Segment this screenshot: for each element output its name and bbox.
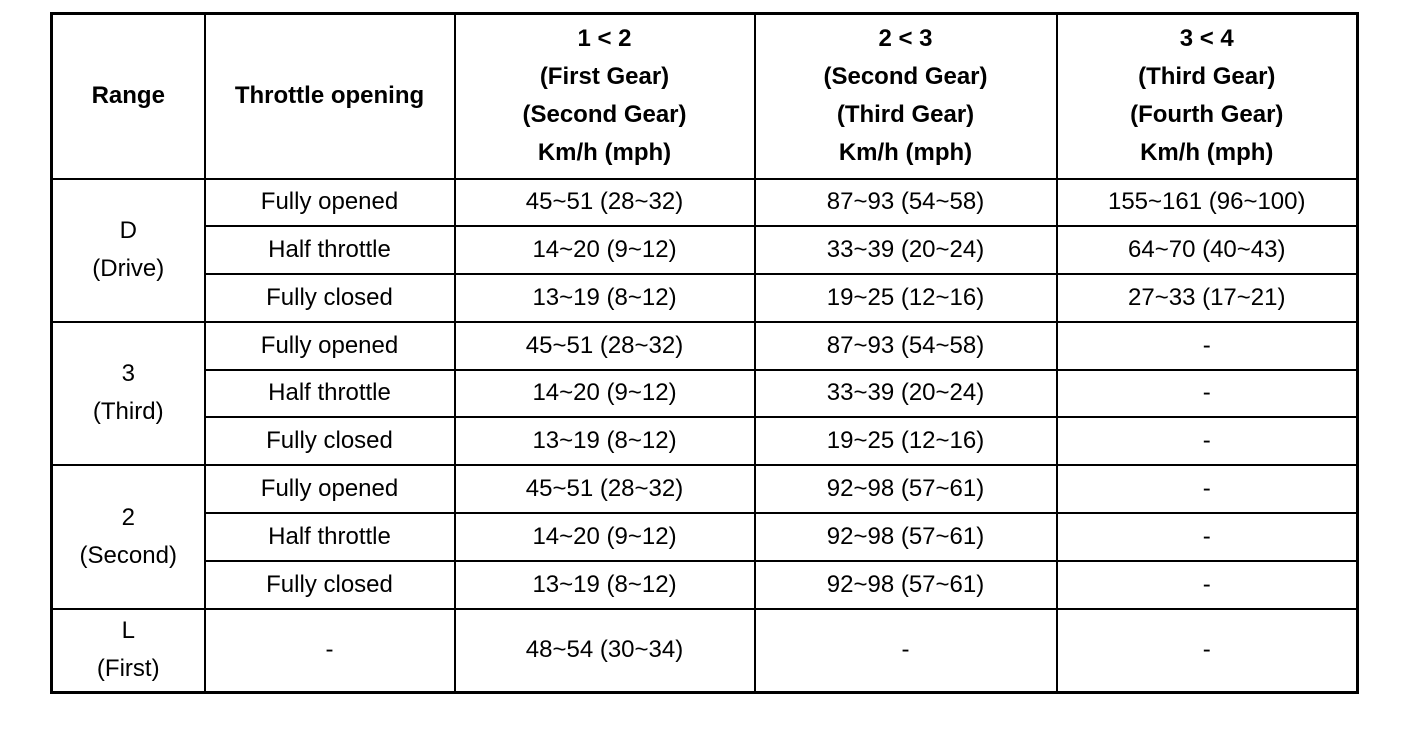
shift-3-4-cell: 64~70 (40~43): [1057, 226, 1358, 274]
range-sublabel: (Second): [79, 541, 177, 569]
throttle-cell: Fully closed: [205, 274, 455, 322]
header-line: (Second Gear): [522, 101, 687, 129]
throttle-cell: Fully opened: [205, 465, 455, 513]
shift-2-3-cell: 19~25 (12~16): [755, 274, 1057, 322]
table-row: [52, 370, 1358, 418]
shift-1-2-cell: 13~19 (8~12): [455, 561, 755, 609]
shift-3-4-cell: 27~33 (17~21): [1057, 274, 1358, 322]
shift-3-4-header: [1057, 14, 1358, 179]
shift-2-3-cell: 33~39 (20~24): [755, 370, 1057, 418]
range-cell-d: [52, 179, 205, 322]
table-row: [52, 417, 1358, 465]
header-row: [52, 14, 1358, 179]
shift-3-4-cell: -: [1057, 417, 1358, 465]
table-row: [52, 322, 1358, 370]
range-label: L: [121, 617, 135, 645]
shift-2-3-cell: 19~25 (12~16): [755, 417, 1057, 465]
shift-2-3-cell: 87~93 (54~58): [755, 322, 1057, 370]
range-cell-2: [52, 465, 205, 608]
shift-2-3-cell: 87~93 (54~58): [755, 179, 1057, 227]
table-row: [52, 465, 1358, 513]
throttle-cell: Half throttle: [205, 513, 455, 561]
header-line: Km/h (mph): [537, 139, 672, 167]
throttle-cell: Half throttle: [205, 370, 455, 418]
range-label: 2: [121, 503, 135, 531]
table-row: [52, 274, 1358, 322]
header-line: (Third Gear): [836, 101, 975, 129]
shift-3-4-cell: -: [1057, 561, 1358, 609]
shift-speed-table: [50, 12, 1359, 694]
table-row: [52, 179, 1358, 227]
shift-2-3-cell: 33~39 (20~24): [755, 226, 1057, 274]
shift-1-2-cell: 45~51 (28~32): [455, 179, 755, 227]
header-line: 2 < 3: [878, 25, 933, 53]
shift-2-3-cell: 92~98 (57~61): [755, 561, 1057, 609]
shift-1-2-cell: 13~19 (8~12): [455, 417, 755, 465]
header-line: (Second Gear): [823, 63, 988, 91]
range-cell-3: [52, 322, 205, 465]
table-row: [52, 609, 1358, 693]
shift-1-2-cell: 45~51 (28~32): [455, 322, 755, 370]
range-sublabel: (First): [96, 655, 160, 683]
header-line: 1 < 2: [577, 25, 632, 53]
shift-3-4-cell: 155~161 (96~100): [1057, 179, 1358, 227]
range-sublabel: (Third): [92, 398, 164, 426]
header-line: (First Gear): [539, 63, 670, 91]
shift-1-2-cell: 14~20 (9~12): [455, 226, 755, 274]
range-header: Range: [52, 14, 205, 179]
throttle-cell: Half throttle: [205, 226, 455, 274]
throttle-cell: Fully closed: [205, 561, 455, 609]
shift-3-4-cell: -: [1057, 322, 1358, 370]
shift-1-2-cell: 45~51 (28~32): [455, 465, 755, 513]
header-line: (Fourth Gear): [1130, 101, 1284, 129]
table-row: [52, 226, 1358, 274]
shift-2-3-header: [755, 14, 1057, 179]
header-line: 3 < 4: [1179, 25, 1234, 53]
header-line: (Third Gear): [1138, 63, 1276, 91]
shift-3-4-cell: -: [1057, 513, 1358, 561]
shift-1-2-cell: 13~19 (8~12): [455, 274, 755, 322]
table-row: [52, 513, 1358, 561]
throttle-cell: Fully opened: [205, 322, 455, 370]
table-row: [52, 561, 1358, 609]
shift-1-2-header: [455, 14, 755, 179]
shift-3-4-cell: -: [1057, 465, 1358, 513]
shift-1-2-cell: 48~54 (30~34): [455, 609, 755, 693]
throttle-header: Throttle opening: [205, 14, 455, 179]
shift-2-3-cell: 92~98 (57~61): [755, 513, 1057, 561]
shift-3-4-cell: -: [1057, 609, 1358, 693]
throttle-cell: Fully opened: [205, 179, 455, 227]
range-label: D: [119, 217, 137, 245]
range-label: 3: [121, 360, 135, 388]
shift-1-2-cell: 14~20 (9~12): [455, 370, 755, 418]
range-cell-l: [52, 609, 205, 693]
throttle-cell: -: [205, 609, 455, 693]
throttle-cell: Fully closed: [205, 417, 455, 465]
shift-3-4-cell: -: [1057, 370, 1358, 418]
header-line: Km/h (mph): [1140, 139, 1274, 167]
shift-1-2-cell: 14~20 (9~12): [455, 513, 755, 561]
shift-2-3-cell: 92~98 (57~61): [755, 465, 1057, 513]
range-sublabel: (Drive): [92, 255, 165, 283]
header-line: Km/h (mph): [838, 139, 973, 167]
shift-2-3-cell: -: [755, 609, 1057, 693]
